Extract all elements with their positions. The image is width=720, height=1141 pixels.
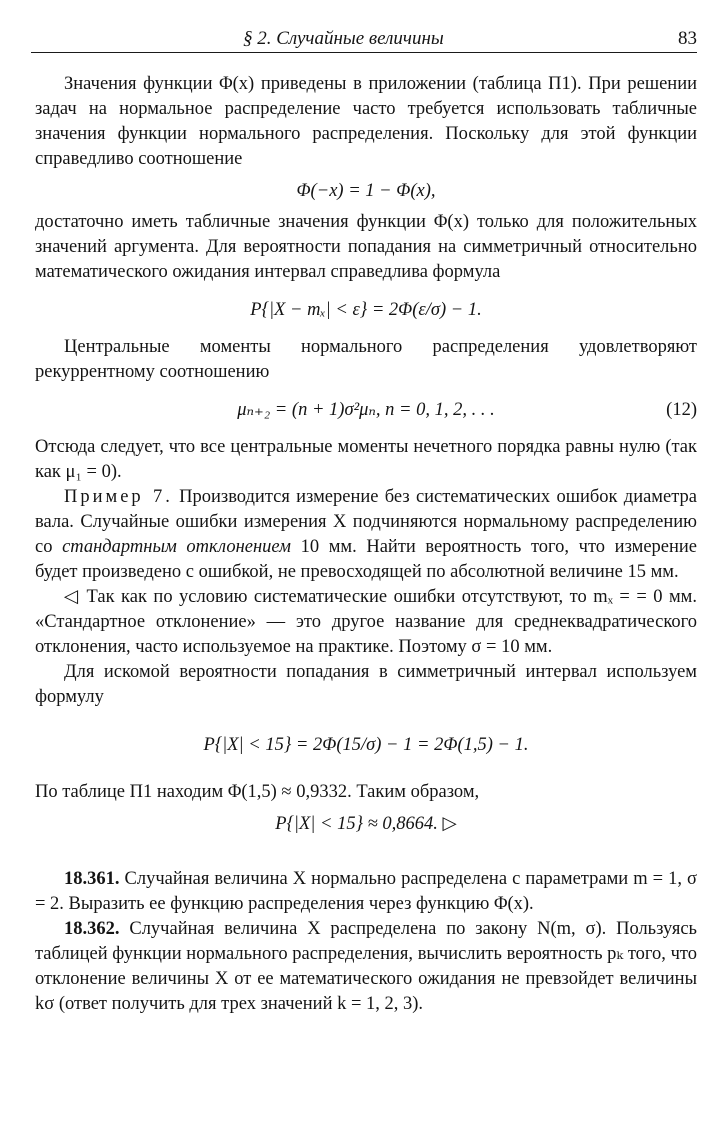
page-header — [35, 22, 697, 52]
solution-paragraph-2: Для искомой вероятности попадания в симметричный интервал используем формулу — [35, 662, 697, 707]
formula-example-probability: P{|X| < 15} = 2Φ(15/σ) − 1 = 2Φ(1,5) − 1. — [203, 735, 529, 755]
problem-18-361: 18.361. Случайная величина X нормально распределена с параметрами m = 1, σ = 2. Выразить ее функцию распределения через функцию Φ(x). — [35, 869, 697, 914]
formula-interval-probability: P{|X − mₓ| < ε} = 2Φ(ε/σ) − 1. — [250, 300, 482, 320]
paragraph-table-values: достаточно иметь табличные значения функции Φ(x) только для положительных значений аргумента. Для вероятности попадания на симметричный относительно математического ожидания интервал справедлива формула — [35, 212, 697, 282]
formula-recurrence: μₙ₊₂ = (n + 1)σ²μₙ, n = 0, 1, 2, . . . (12) — [35, 385, 697, 435]
page-body — [35, 72, 697, 1017]
example-label: Пример 7. — [64, 487, 173, 507]
paragraph-central-moments: Центральные моменты нормального распределения удовлетворяют рекуррентному соотношению — [35, 337, 697, 382]
paragraph-odd-moments: Отсюда следует, что все центральные моменты нечетного порядка равны нулю (так как μ₁ = 0). — [35, 437, 697, 482]
problem-18-362: 18.362. Случайная величина X распределена по закону N(m, σ). Пользуясь таблицей функции нормального распределения, вычислить вероятность pₖ того, что отклонение величины X от ее математического ожидания не превзойдет величины kσ (ответ получить для трех значений k = 1, 2, 3). — [35, 919, 697, 1014]
solution-paragraph-3: По таблице П1 находим Φ(1,5) ≈ 0,9332. Таким образом, — [35, 782, 480, 802]
running-title: § 2. Случайные величины — [243, 28, 444, 49]
page-number: 83 — [678, 28, 697, 49]
equation-number: (12) — [666, 400, 697, 420]
header-rule — [31, 52, 697, 53]
formula-example-result: P{|X| < 15} ≈ 0,8664. ▷ — [275, 814, 457, 834]
solution-paragraph-1: ◁ Так как по условию систематические ошибки отсутствуют, то mₓ = = 0 мм. «Стандартное отклонение» — это другое название для среднеквадратического отклонения, часто используемое на практике. Поэтому σ = 10 мм. — [35, 587, 697, 657]
emphasis-term: стандартным отклонением — [62, 537, 291, 557]
paragraph-intro: Значения функции Φ(x) приведены в приложении (таблица П1). При решении задач на нормальное распределение часто требуется использовать табличные значения функции нормального распределения. Поскольку для этой функции справедливо соотношение — [35, 74, 697, 169]
example-7: Пример 7. Производится измерение без систематических ошибок диаметра вала. Случайные ошибки измерения X подчиняются нормальному распределению со стандартным отклонением 10 мм. Найти вероятность того, что измерение будет произведено с ошибкой, не превосходящей по абсолютной величине 15 мм. — [35, 487, 698, 582]
formula-phi-symmetry: Φ(−x) = 1 − Φ(x), — [296, 181, 436, 201]
problem-number: 18.361. — [64, 869, 120, 889]
problem-number: 18.362. — [64, 919, 120, 939]
